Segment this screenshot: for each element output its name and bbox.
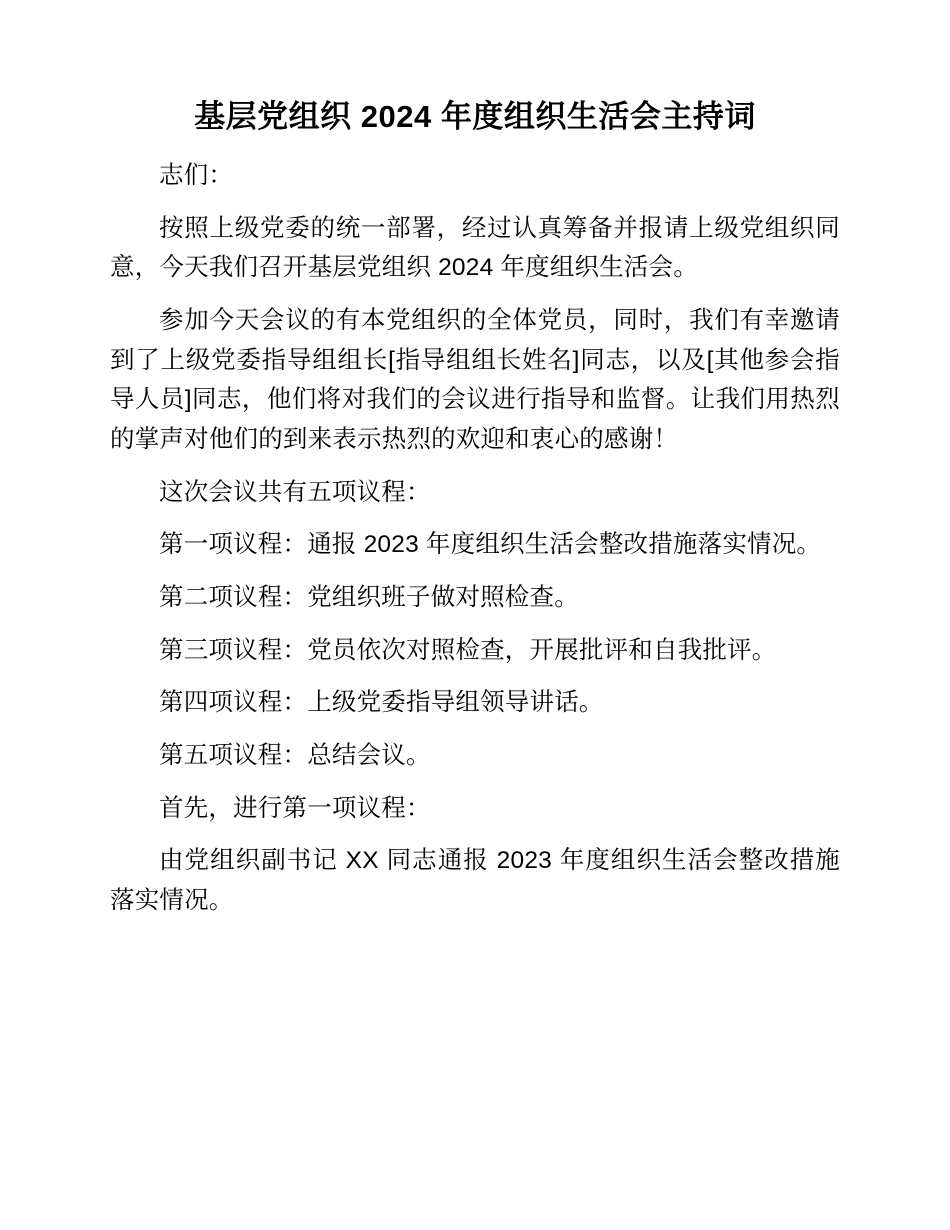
paragraph-agenda-item-3: 第三项议程：党员依次对照检查，开展批评和自我批评。 <box>159 636 777 664</box>
paragraph-agenda-item-4: 第四项议程：上级党委指导组领导讲话。 <box>159 689 604 717</box>
paragraph-agenda-intro: 这次会议共有五项议程： <box>159 478 431 506</box>
paragraph-first-agenda-lead: 首先，进行第一项议程： <box>159 794 431 822</box>
paragraph-agenda-item-1: 第一项议程：通报 2023 年度组织生活会整改措施落实情况。 <box>159 531 822 559</box>
page-title: 基层党组织 2024 年度组织生活会主持词 <box>194 99 756 134</box>
paragraph-opening: 按照上级党委的统一部署，经过认真筹备并报请上级党组织同意，今天我们召开基层党组织 2024 年度组织生活会。 <box>110 214 840 282</box>
paragraph-agenda-item-2: 第二项议程：党组织班子做对照检查。 <box>159 584 579 612</box>
paragraph-first-agenda-detail: 由党组织副书记 XX 同志通报 2023 年度组织生活会整改措施落实情况。 <box>110 847 840 915</box>
paragraph-attendees: 参加今天会议的有本党组织的全体党员，同时，我们有幸邀请到了上级党委指导组组长[指导组组长姓名]同志，以及[其他参会指导人员]同志，他们将对我们的会议进行指导和监督。让我们用热烈的掌声对他们的到来表示热烈的欢迎和衷心的感谢！ <box>110 306 840 453</box>
paragraph-salutation: 志们： <box>159 161 234 189</box>
paragraph-agenda-item-5: 第五项议程：总结会议。 <box>159 742 431 770</box>
